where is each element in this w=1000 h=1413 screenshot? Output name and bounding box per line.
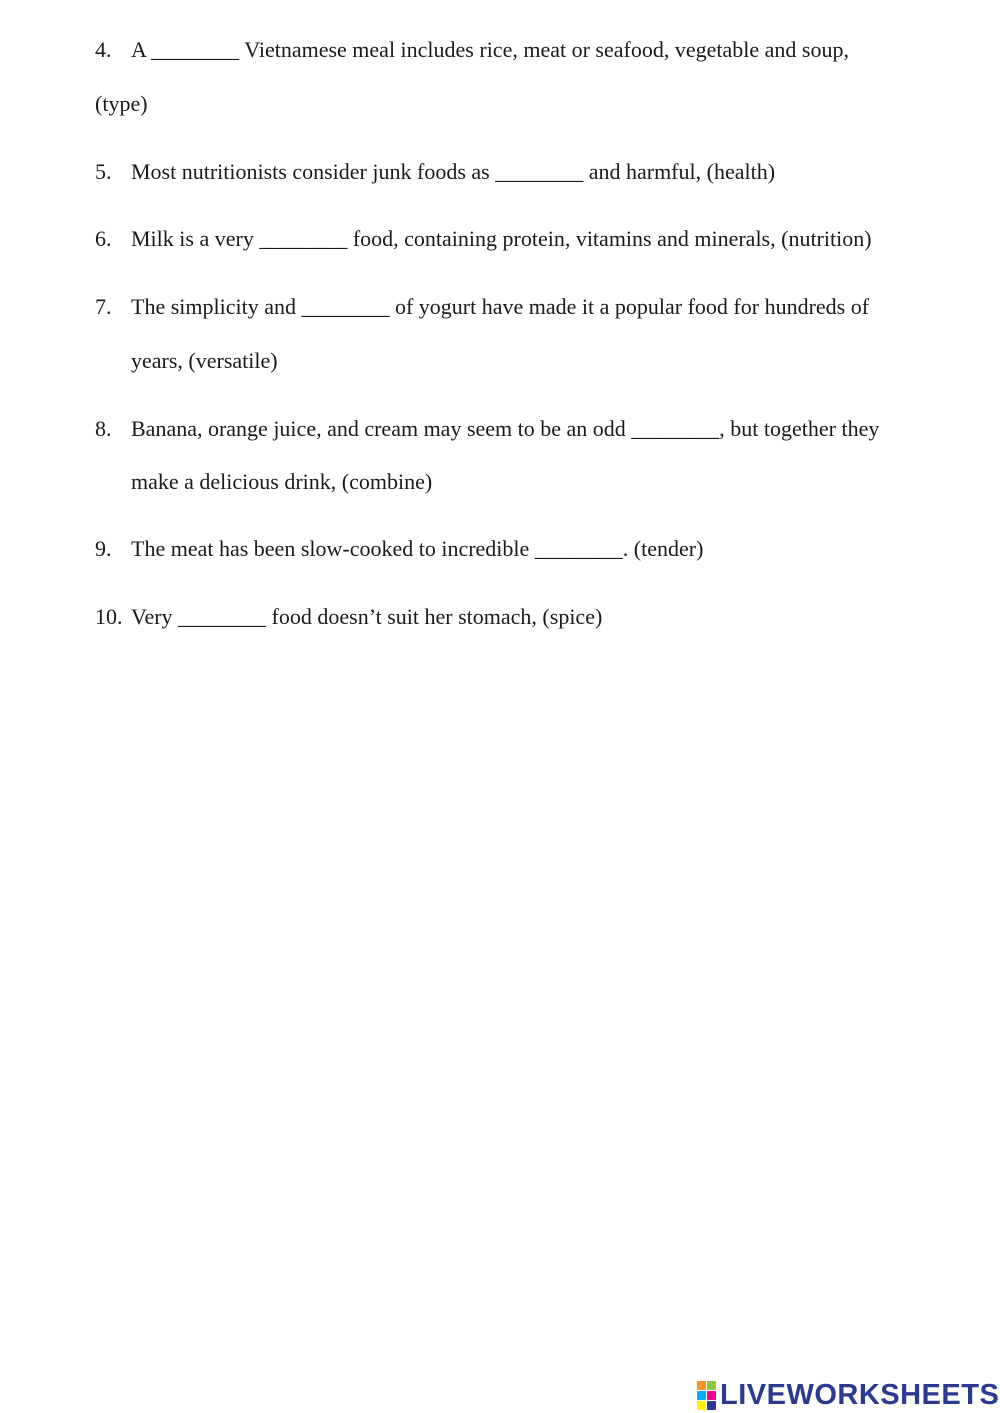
question-text: Banana, orange juice, and cream may seem to be an odd ________, but together they <box>131 416 880 441</box>
question-text: The meat has been slow-cooked to incredible ________. (tender) <box>131 536 704 561</box>
question-number: 4. <box>95 37 112 62</box>
question-text: Most nutritionists consider junk foods as ________ and harmful, (health) <box>131 159 776 184</box>
liveworksheets-logo-text: LIVEWORKSHEETS <box>720 1379 1000 1411</box>
question-text: A ________ Vietnamese meal includes rice, meat or seafood, vegetable and soup, <box>131 37 849 62</box>
question-number: 10. <box>95 604 123 629</box>
liveworksheets-logo <box>697 1378 999 1412</box>
question-text-cont: years, (versatile) <box>131 348 278 373</box>
question-text: Milk is a very ________ food, containing protein, vitamins and minerals, (nutrition) <box>131 226 872 251</box>
question-text: The simplicity and ________ of yogurt have made it a popular food for hundreds of <box>131 294 870 319</box>
question-number: 7. <box>95 294 112 319</box>
question-number: 8. <box>95 416 112 441</box>
question-text-cont: (type) <box>95 91 148 116</box>
question-text-cont: make a delicious drink, (combine) <box>131 469 433 494</box>
liveworksheets-logo-icon <box>697 1381 716 1410</box>
question-text: Very ________ food doesn’t suit her stomach, (spice) <box>131 604 603 629</box>
question-number: 6. <box>95 226 112 251</box>
question-number: 5. <box>95 159 112 184</box>
question-number: 9. <box>95 536 112 561</box>
